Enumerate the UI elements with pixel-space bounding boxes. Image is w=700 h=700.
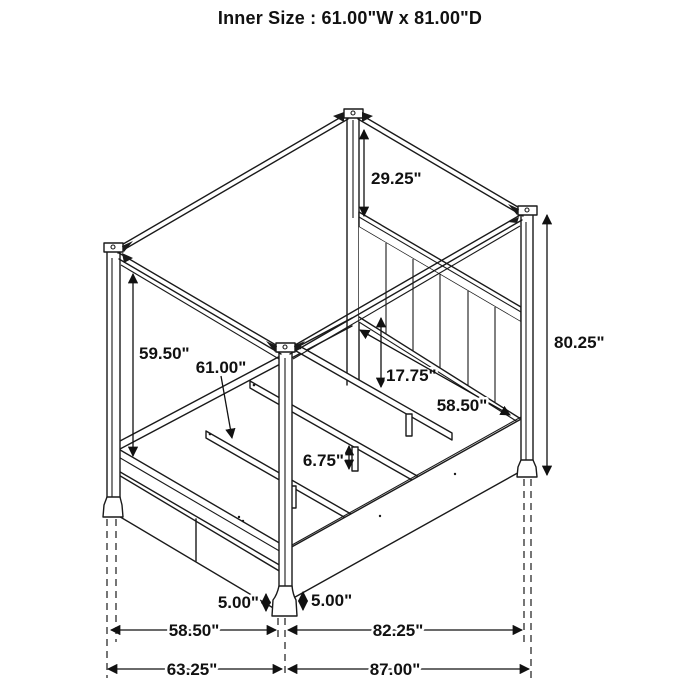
headboard: [359, 212, 521, 424]
drawer-detail: [242, 520, 244, 522]
dim-label-foot-height-right: 5.00": [311, 591, 353, 610]
dim-overall-height: [547, 215, 605, 475]
dim-label-slat-width: 61.00": [195, 358, 247, 377]
dim-label-canopy-to-headboard: 29.25": [371, 169, 422, 188]
right-side-rail: [288, 417, 523, 601]
left-post-foot: [103, 497, 123, 517]
dim-overall-width: [108, 660, 282, 679]
dim-overall-depth: [288, 660, 529, 679]
drawer-detail: [238, 516, 240, 518]
dim-foot-height-right: [303, 591, 352, 610]
dim-siderail-span: [288, 621, 522, 640]
left-post: [103, 252, 123, 517]
dim-label-headboard-to-deck: 17.75": [386, 366, 437, 385]
dim-label-overall-width: 63.25": [166, 660, 218, 679]
dim-canopy-to-headboard: [364, 130, 422, 216]
slat-leg: [406, 414, 412, 436]
back-post: [347, 118, 359, 385]
dim-label-foot-height-left: 5.00": [217, 593, 259, 612]
right-post-foot: [517, 460, 537, 477]
dim-slat-width: [196, 358, 247, 438]
dim-label-siderail-span: 82.25": [372, 621, 424, 640]
dim-footboard-span: [111, 621, 276, 640]
dim-label-footboard-span: 58.50": [168, 621, 220, 640]
dim-foot-height-left: [218, 593, 266, 612]
slat-leg: [352, 447, 358, 471]
dim-label-leg-height: 6.75": [302, 451, 344, 470]
dim-leg-height: [303, 446, 349, 470]
page-title: Inner Size : 61.00"W x 81.00"D: [217, 8, 483, 28]
dim-label-canopy-clearance: 59.50": [139, 344, 190, 363]
dim-label-deck-inner-width: 58.50": [436, 396, 488, 415]
dim-label-overall-height: 80.25": [554, 333, 605, 352]
dim-label-overall-depth: 87.00": [369, 660, 421, 679]
